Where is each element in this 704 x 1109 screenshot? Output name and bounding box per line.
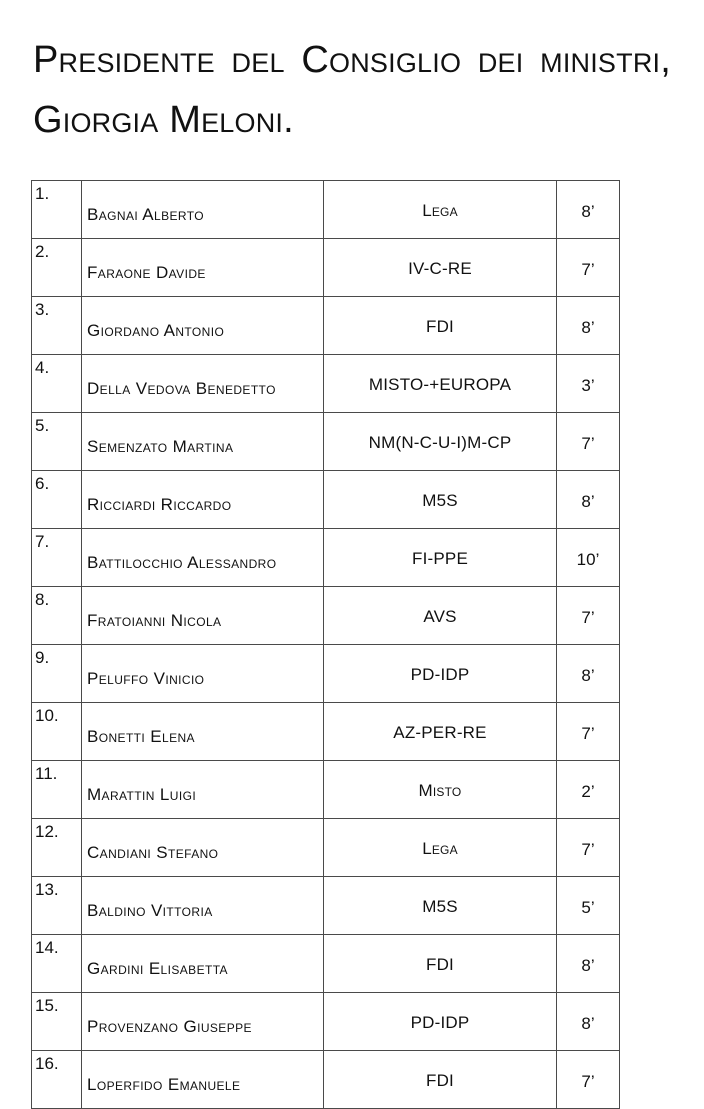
- speaking-time: 8’: [557, 993, 620, 1051]
- speaking-time: 8’: [557, 471, 620, 529]
- speakers-table: [31, 180, 620, 1109]
- speaker-name: Baldino Vittoria: [82, 877, 324, 935]
- speaking-time: 10’: [557, 529, 620, 587]
- speaking-time: 7’: [557, 587, 620, 645]
- table-row: [32, 239, 620, 297]
- row-number: 4.: [32, 355, 82, 413]
- party-group: PD-IDP: [324, 645, 557, 703]
- party-group: FDI: [324, 297, 557, 355]
- speaking-time: 8’: [557, 645, 620, 703]
- row-number: 9.: [32, 645, 82, 703]
- speaking-time: 3’: [557, 355, 620, 413]
- speaker-name: Faraone Davide: [82, 239, 324, 297]
- row-number: 6.: [32, 471, 82, 529]
- party-group: Misto: [324, 761, 557, 819]
- speaking-time: 5’: [557, 877, 620, 935]
- party-group: NM(N-C-U-I)M-CP: [324, 413, 557, 471]
- speaker-name: Giordano Antonio: [82, 297, 324, 355]
- row-number: 5.: [32, 413, 82, 471]
- table-row: [32, 761, 620, 819]
- row-number: 2.: [32, 239, 82, 297]
- table-row: [32, 529, 620, 587]
- speaker-name: Loperfido Emanuele: [82, 1051, 324, 1109]
- speaker-name: Semenzato Martina: [82, 413, 324, 471]
- table-row: [32, 1051, 620, 1109]
- row-number: 11.: [32, 761, 82, 819]
- table-row: [32, 645, 620, 703]
- party-group: IV-C-RE: [324, 239, 557, 297]
- table-row: [32, 703, 620, 761]
- table-row: [32, 355, 620, 413]
- row-number: 8.: [32, 587, 82, 645]
- row-number: 14.: [32, 935, 82, 993]
- party-group: MISTO-+EUROPA: [324, 355, 557, 413]
- row-number: 13.: [32, 877, 82, 935]
- page-title: Presidente del Consiglio dei ministri, Giorgia Meloni.: [33, 39, 671, 141]
- party-group: FDI: [324, 935, 557, 993]
- row-number: 15.: [32, 993, 82, 1051]
- speaker-name: Bonetti Elena: [82, 703, 324, 761]
- table-row: [32, 181, 620, 239]
- row-number: 7.: [32, 529, 82, 587]
- party-group: Lega: [324, 819, 557, 877]
- speaker-name: Candiani Stefano: [82, 819, 324, 877]
- party-group: M5S: [324, 877, 557, 935]
- row-number: 16.: [32, 1051, 82, 1109]
- speaking-time: 7’: [557, 239, 620, 297]
- speaking-time: 7’: [557, 1051, 620, 1109]
- speaking-time: 7’: [557, 703, 620, 761]
- speaking-time: 8’: [557, 935, 620, 993]
- row-number: 3.: [32, 297, 82, 355]
- speaking-time: 2’: [557, 761, 620, 819]
- party-group: AVS: [324, 587, 557, 645]
- party-group: FDI: [324, 1051, 557, 1109]
- table-row: [32, 587, 620, 645]
- speaking-time: 7’: [557, 819, 620, 877]
- speaker-name: Della Vedova Benedetto: [82, 355, 324, 413]
- speaker-name: Marattin Luigi: [82, 761, 324, 819]
- speaking-time: 8’: [557, 297, 620, 355]
- speaker-name: Fratoianni Nicola: [82, 587, 324, 645]
- speaking-time: 7’: [557, 413, 620, 471]
- speakers-table-body: [32, 181, 620, 1109]
- table-row: [32, 935, 620, 993]
- speaker-name: Peluffo Vinicio: [82, 645, 324, 703]
- row-number: 1.: [32, 181, 82, 239]
- table-row: [32, 471, 620, 529]
- speaker-name: Gardini Elisabetta: [82, 935, 324, 993]
- party-group: PD-IDP: [324, 993, 557, 1051]
- table-row: [32, 993, 620, 1051]
- party-group: AZ-PER-RE: [324, 703, 557, 761]
- table-row: [32, 819, 620, 877]
- table-row: [32, 297, 620, 355]
- speaker-name: Ricciardi Riccardo: [82, 471, 324, 529]
- table-row: [32, 877, 620, 935]
- party-group: Lega: [324, 181, 557, 239]
- speaker-name: Provenzano Giuseppe: [82, 993, 324, 1051]
- speaking-time: 8’: [557, 181, 620, 239]
- speaker-name: Bagnai Alberto: [82, 181, 324, 239]
- row-number: 10.: [32, 703, 82, 761]
- party-group: FI-PPE: [324, 529, 557, 587]
- row-number: 12.: [32, 819, 82, 877]
- party-group: M5S: [324, 471, 557, 529]
- table-row: [32, 413, 620, 471]
- speaker-name: Battilocchio Alessandro: [82, 529, 324, 587]
